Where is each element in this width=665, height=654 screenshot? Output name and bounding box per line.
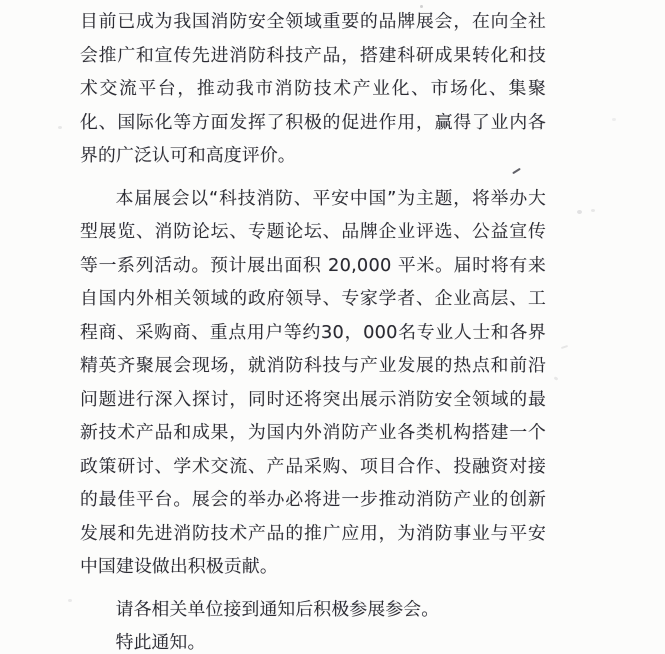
paragraph-continuation: 目前已成为我国消防安全领域重要的品牌展会，在向全社会推广和宣传先进消防科技产品，搭建科研成果转化和技术交流平台，推动我市消防技术产业化、市场化、集聚化、国际化等方面发挥了积极的促进作用，赢得了业内各界的广泛认可和高度评价。 [80, 11, 546, 166]
scan-speck [591, 209, 595, 212]
document-text-column [80, 5, 546, 654]
scan-speck [577, 210, 582, 214]
scan-speck [612, 118, 616, 121]
paragraph-participation-request: 请各相关单位接到通知后积极参展参会。 [115, 598, 440, 620]
scan-speck [554, 376, 559, 381]
paragraph-closing-notice: 特此通知。 [115, 632, 206, 653]
paragraph-exhibition-theme: 本届展会以“科技消防、平安中国”为主题，将举办大型展览、消防论坛、专题论坛、品牌企业评选、公益宣传等一系列活动。预计展出面积 20,000 平米。届时将有来自国内外相关领域的政府领导、专家学者、企业高层、工程商、采购商、重点用户等约30，000名专业人士和各界精英齐聚展会现场，就消防科技与产业发展的热点和前沿问题进行深入探讨，同时还将突出展示消防安全领域的最新技术产品和成果，为国内外消防产业各类机构搭建一个政策研讨、学术交流、产品采购、项目合作、投融资对接的最佳平台。展会的举办必将进一步推动消防产业的创新发展和先进消防技术产品的推广应用，为消防事业与平安中国建设做出积极贡献。 [80, 187, 546, 577]
scan-speck [68, 599, 72, 602]
scan-speck [561, 345, 568, 349]
scan-speck [58, 126, 62, 129]
scan-speck [420, 5, 423, 8]
